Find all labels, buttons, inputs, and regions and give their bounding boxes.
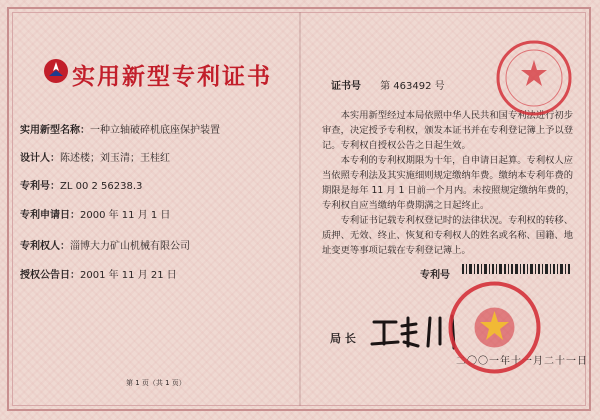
- certificate-title: 实用新型专利证书: [72, 63, 272, 90]
- certificate-number-label: 证书号: [331, 81, 361, 92]
- director-label: 局 长: [330, 332, 356, 345]
- page-footer: 第 1 页（共 1 页）: [126, 379, 186, 387]
- field-label: 实用新型名称：: [20, 125, 90, 136]
- patent-number-barcode-label: 专利号: [420, 270, 450, 281]
- paragraph-grant: 本实用新型经过本局依照中华人民共和国专利法进行初步审查，决定授予专利权，颁发本证书并在专利登记簿上予以登记。专利权自授权公告之日起生效。: [322, 110, 574, 151]
- field-value: 2001 年 11 月 21 日: [80, 270, 177, 281]
- utility-model-name-field: [20, 121, 220, 136]
- patentee-field: [20, 237, 190, 252]
- field-value: ZL 00 2 56238.3: [60, 181, 143, 192]
- patent-office-emblem-icon: [43, 58, 69, 84]
- center-fold: [299, 12, 301, 406]
- certificate-number: [331, 77, 445, 92]
- field-value: 一种立轴破碎机底座保护装置: [90, 125, 220, 136]
- field-label: 专利申请日：: [20, 210, 80, 221]
- designer-field: [20, 149, 170, 164]
- patent-number-field: [20, 177, 142, 192]
- application-date-field: [20, 206, 170, 221]
- paragraph-register: 专利证书记载专利权登记时的法律状况。专利权的转移、质押、无效、终止、恢复和专利权人的姓名或名称、国籍、地址变更等事项记载在专利登记簿上。: [322, 215, 574, 256]
- field-value: 淄博大力矿山机械有限公司: [70, 241, 190, 252]
- field-label: 专利权人：: [20, 241, 70, 252]
- issue-date: 二〇〇一年十一月二十一日: [456, 356, 588, 367]
- grant-announcement-date-field: [20, 266, 177, 281]
- certificate-number-value: 第 463492 号: [380, 81, 445, 92]
- barcode-icon: [462, 264, 572, 274]
- field-value: 陈述楼；刘玉清；王桂红: [60, 153, 170, 164]
- round-seal-small-icon: [494, 38, 574, 118]
- field-label: 授权公告日：: [20, 270, 80, 281]
- field-label: 设计人：: [20, 153, 60, 164]
- field-value: 2000 年 11 月 1 日: [80, 210, 171, 221]
- national-ip-office-seal-icon: [447, 280, 542, 375]
- paragraph-term: 本专利的专利权期限为十年，自申请日起算。专利权人应当依照专利法及其实施细则规定缴纳年费。缴纳本专利年费的期限是每年 11 月 1 日前一个月内。未按照规定缴纳年费的，专利权自应当缴纳年费期满之日起终止。: [322, 155, 575, 211]
- field-label: 专利号：: [20, 181, 60, 192]
